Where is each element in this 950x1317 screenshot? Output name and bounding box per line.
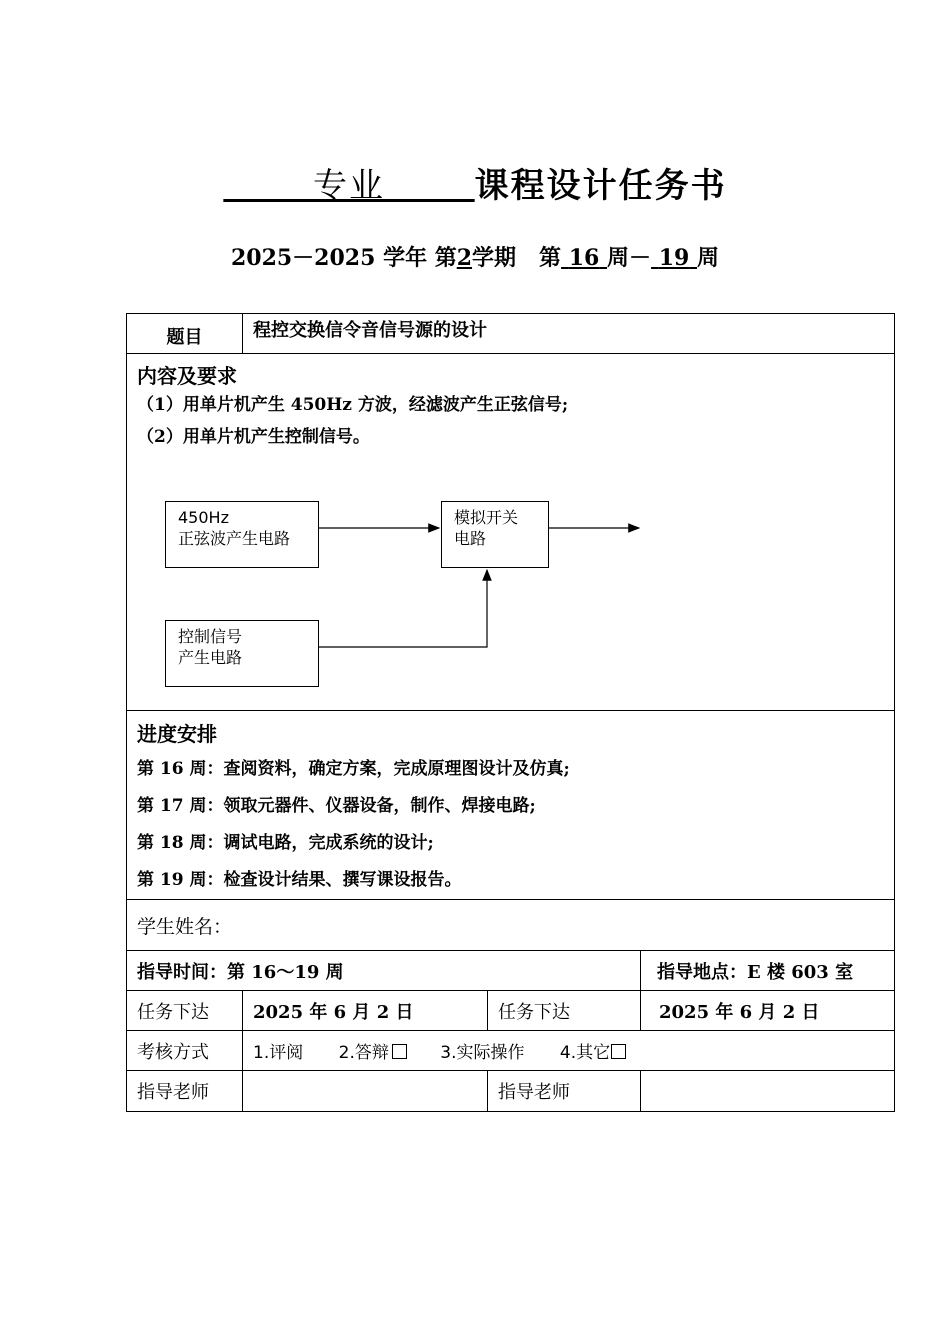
analog-switch-block: 模拟开关 电路: [441, 501, 549, 568]
semester-number: 2: [456, 245, 473, 271]
assessment-row: [127, 1031, 895, 1071]
week-end: 19: [658, 245, 690, 271]
option-practical: 3.实际操作: [440, 1043, 525, 1063]
guidance-place: 指导地点：E 楼 603 室: [641, 951, 895, 991]
checkbox-icon[interactable]: [392, 1044, 407, 1059]
issue-date: 2025 年 6 月 2 日: [641, 991, 895, 1031]
requirement-item: （2）用单片机产生控制信号。: [137, 427, 370, 447]
issue-label: 任务下达: [488, 991, 641, 1031]
issue-date: 2025 年 6 月 2 日: [243, 991, 488, 1031]
assessment-options: [243, 1031, 895, 1071]
teacher-row: [127, 1071, 895, 1112]
block-diagram: [137, 461, 697, 701]
option-other: 4.其它: [560, 1043, 626, 1063]
arrow-control-to-switch: [319, 570, 487, 647]
content-cell: [127, 354, 895, 711]
schedule-item: 第 17 周：领取元器件、仪器设备，制作、焊接电路;: [137, 796, 536, 816]
sine-generator-block: 450Hz 正弦波产生电路: [165, 501, 319, 568]
topic-row: [127, 314, 895, 354]
control-signal-block: 控制信号 产生电路: [165, 620, 319, 687]
issue-label: 任务下达: [127, 991, 243, 1031]
content-row: [127, 354, 895, 711]
option-review: 1.评阅: [253, 1043, 304, 1063]
topic-label: 题目: [127, 314, 243, 354]
teacher-value: [243, 1071, 488, 1112]
term-line: 2025－2025 学年 第2学期 第 16 周－ 19 周: [230, 245, 720, 271]
schedule-heading: 进度安排: [137, 722, 217, 746]
week-start: 16: [568, 245, 600, 271]
teacher-value: [641, 1071, 895, 1112]
assessment-label: 考核方式: [127, 1031, 243, 1071]
teacher-label: 指导老师: [488, 1071, 641, 1112]
issue-row: [127, 991, 895, 1031]
schedule-cell: [127, 711, 895, 900]
schedule-item: 第 18 周：调试电路，完成系统的设计;: [137, 833, 434, 853]
content-heading: 内容及要求: [137, 364, 237, 388]
guidance-time: 指导时间：第 16～19 周: [127, 951, 641, 991]
title-text: 课程设计任务书: [474, 166, 727, 206]
option-defense: 2.答辩: [339, 1043, 407, 1063]
student-name-label: 学生姓名：: [127, 900, 895, 951]
major-blank: 专业: [313, 166, 385, 206]
schedule-item: 第 19 周：检查设计结果、撰写课设报告。: [137, 870, 462, 890]
student-row: [127, 900, 895, 951]
requirement-item: （1）用单片机产生 450Hz 方波，经滤波产生正弦信号;: [137, 395, 569, 415]
guidance-row: [127, 951, 895, 991]
document-title: [0, 158, 950, 207]
schedule-item: 第 16 周：查阅资料，确定方案，完成原理图设计及仿真;: [137, 759, 570, 779]
topic-value: 程控交换信令音信号源的设计: [243, 314, 895, 354]
task-table: [126, 313, 895, 1112]
checkbox-icon[interactable]: [611, 1044, 626, 1059]
teacher-label: 指导老师: [127, 1071, 243, 1112]
schedule-row: [127, 711, 895, 900]
